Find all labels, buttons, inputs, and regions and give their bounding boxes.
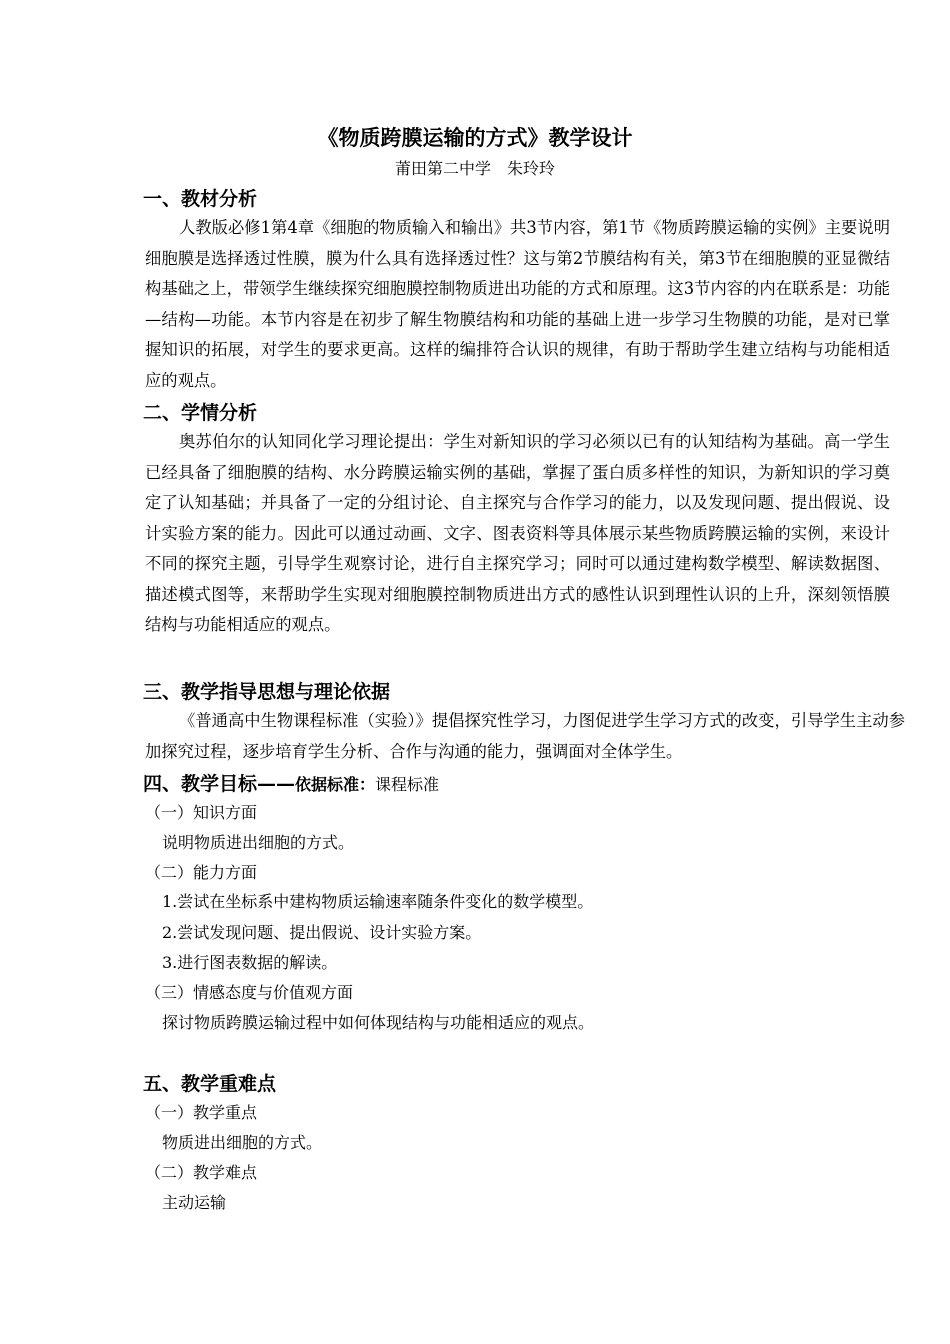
section-heading-textbook-analysis: 一、教材分析 (143, 188, 258, 210)
keypoints-difficulty-title: （二）教学难点 (145, 1163, 258, 1182)
goals-knowledge-item: 说明物质进出细胞的方式。 (162, 833, 355, 852)
goals-ability-item-2: 2.尝试发现问题、提出假说、设计实验方案。 (162, 923, 482, 942)
goals-knowledge-title: （一）知识方面 (145, 803, 258, 822)
section-paragraph-guiding-theory: 《普通高中生物课程标准（实验）》提倡探究性学习，力图促进学生学习方式的改变，引导学生主动参加探究过程，逐步培育学生分析、合作与沟通的能力，强调面对全体学生。 (145, 711, 905, 761)
document-title: 《物质跨膜运输的方式》教学设计 (317, 125, 633, 150)
section-paragraph-student-analysis: 奥苏伯尔的认知同化学习理论提出：学生对新知识的学习必须以已有的认知结构为基础。高一学生已经具备了细胞膜的结构、水分跨膜运输实例的基础，掌握了蛋白质多样性的知识，为新知识的学习奠定了认知基础；并具备了一定的分组讨论、自主探究与合作学习的能力，以及发现问题、提出假说、设计实验方案的能力。因此可以通过动画、文字、图表资料等具体展示某些物质跨膜运输的实例，来设计不同的探究主题，引导学生观察讨论，进行自主探究学习；同时可以通过建构数学模型、解读数据图、描述模式图等，来帮助学生实现对细胞膜控制物质进出方式的感性认识到理性认识的上升，深刻领悟膜结构与功能相适应的观点。 (145, 432, 890, 634)
goals-heading-basis-label: 依据标准： (295, 775, 376, 794)
goals-ability-item-3: 3.进行图表数据的解读。 (162, 953, 338, 972)
section-heading-student-analysis: 二、学情分析 (143, 402, 258, 424)
section-paragraph-textbook-analysis: 人教版必修1第4章《细胞的物质输入和输出》共3节内容，第1节《物质跨膜运输的实例》主要说明细胞膜是选择透过性膜，膜为什么具有选择透过性？这与第2节膜结构有关，第3节在细胞膜的亚显微结构基础之上，带领学生继续探究细胞膜控制物质进出功能的方式和原理。这3节内容的内在联系是：功能—结构—功能。本节内容是在初步了解生物膜结构和功能的基础上进一步学习生物膜的功能，是对已掌握知识的拓展，对学生的要求更高。这样的编排符合认识的规律，有助于帮助学生建立结构与功能相适应的观点。 (145, 218, 890, 390)
goals-ability-item-1: 1.尝试在坐标系中建构物质运输速率随条件变化的数学模型。 (162, 892, 594, 911)
goals-heading-basis-value: 课程标准 (375, 775, 440, 794)
keypoints-focus-title: （一）教学重点 (145, 1103, 258, 1122)
section-heading-keypoints: 五、教学重难点 (143, 1073, 277, 1095)
goals-heading-main: 四、教学目标—— (143, 773, 296, 795)
goals-emotion-item: 探讨物质跨膜运输过程中如何体现结构与功能相适应的观点。 (162, 1013, 595, 1032)
keypoints-difficulty-item: 主动运输 (162, 1193, 227, 1212)
goals-emotion-title: （三）情感态度与价值观方面 (145, 983, 354, 1002)
goals-ability-title: （二）能力方面 (145, 863, 258, 882)
section-heading-teaching-goals (143, 770, 439, 799)
document-author: 莆田第二中学 朱玲玲 (394, 159, 555, 178)
keypoints-focus-item: 物质进出细胞的方式。 (162, 1133, 323, 1152)
section-heading-guiding-theory: 三、教学指导思想与理论依据 (143, 681, 391, 703)
